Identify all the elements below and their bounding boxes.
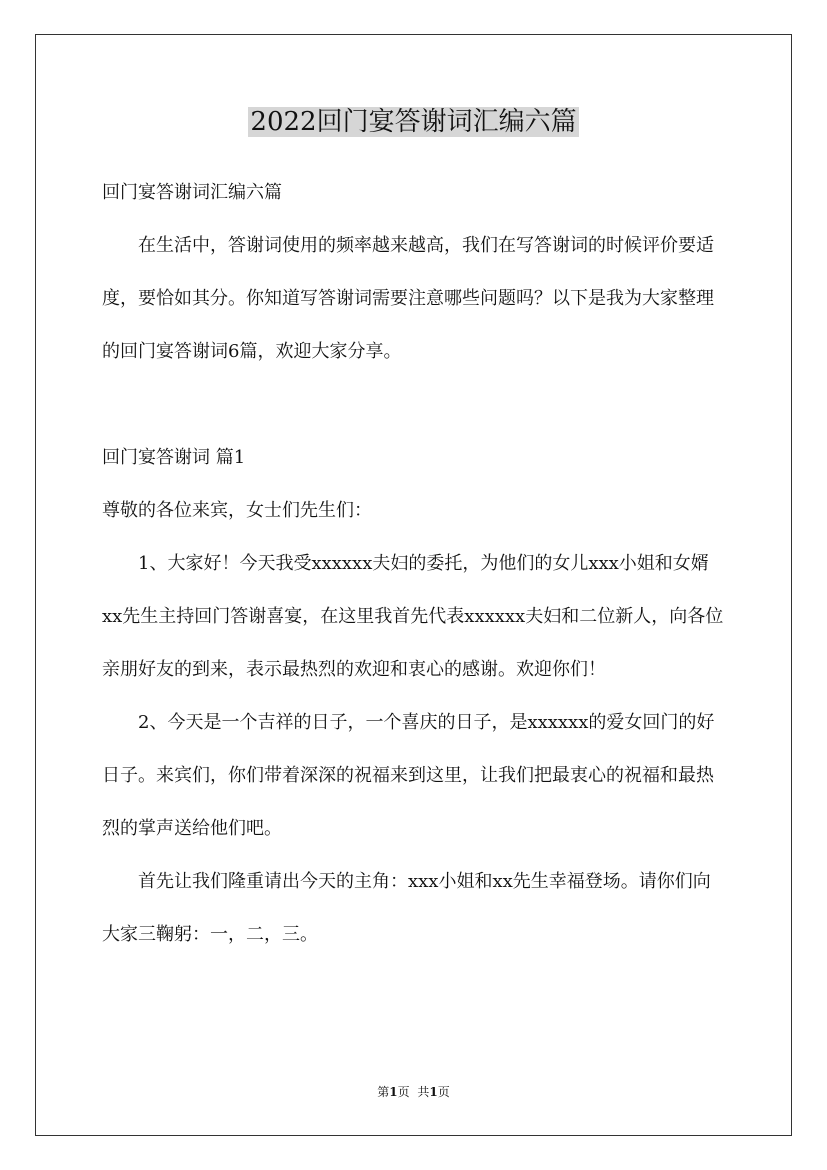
document-body <box>102 166 728 961</box>
page-prefix: 第 <box>377 1085 390 1099</box>
document-title-text: 2022回门宴答谢词汇编六篇 <box>250 107 577 137</box>
page-number: 1 <box>389 1085 398 1099</box>
body-paragraph-3: 首先让我们隆重请出今天的主角：xxx小姐和xx先生幸福登场。请你们向大家三鞠躬：一，二，三。 <box>102 871 711 945</box>
intro-paragraph: 在生活中，答谢词使用的频率越来越高，我们在写答谢词的时候评价要适度，要恰如其分。你知道写答谢词需要注意哪些问题吗？以下是我为大家整理的回门宴答谢词6篇，欢迎大家分享。 <box>102 235 714 362</box>
total-suffix: 页 <box>437 1085 450 1099</box>
document-heading: 回门宴答谢词汇编六篇 <box>102 182 282 203</box>
body-paragraph-2: 2、今天是一个吉祥的日子，一个喜庆的日子，是xxxxxx的爱女回门的好日子。来宾们，你们带着深深的祝福来到这里，让我们把最衷心的祝福和最热烈的掌声送给他们吧。 <box>102 712 715 839</box>
total-pages: 1 <box>429 1085 438 1099</box>
paragraph-gap <box>102 378 728 431</box>
salutation-paragraph: 尊敬的各位来宾，女士们先生们： <box>102 500 372 521</box>
body-paragraph-1: 1、大家好！今天我受xxxxxx夫妇的委托，为他们的女儿xxx小姐和女婿xx先生主持回门答谢喜宴，在这里我首先代表xxxxxx夫妇和二位新人，向各位亲朋好友的到来，表示最热烈的欢迎和衷心的感谢。欢迎你们！ <box>102 553 724 680</box>
section-heading: 回门宴答谢词 篇1 <box>102 447 246 468</box>
document-title <box>0 102 827 142</box>
page-suffix: 页 <box>397 1085 410 1099</box>
page-footer <box>0 1082 827 1102</box>
total-prefix: 共 <box>417 1085 430 1099</box>
